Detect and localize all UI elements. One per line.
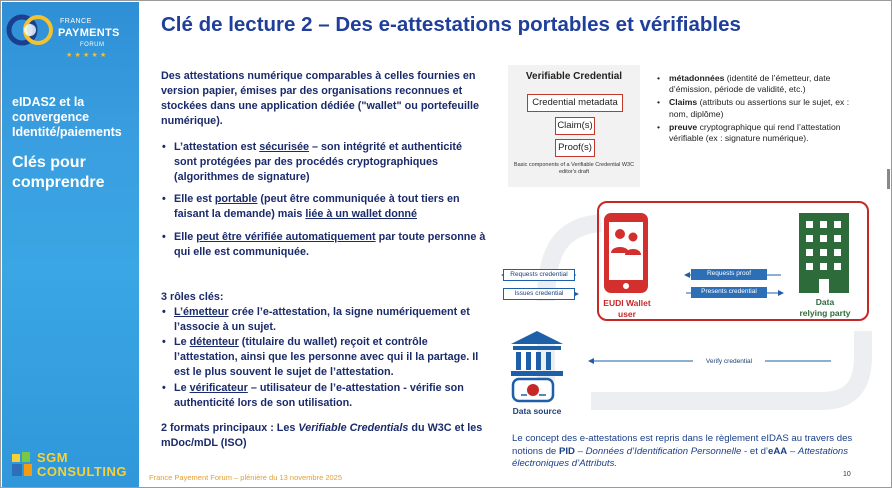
meta-term: Claims (669, 97, 698, 108)
slide-title: Clé de lecture 2 – Des e-attestations portables et vérifiables (161, 13, 741, 36)
certificate-icon (513, 379, 553, 401)
data-source-label: Data source (512, 406, 562, 416)
vc-item-claims: Claim(s) (555, 117, 595, 135)
bullet-secured (161, 140, 486, 185)
logo-rings-icon (6, 6, 58, 56)
role-keyword: L’émetteur (174, 306, 229, 318)
formats-paragraph (161, 421, 486, 451)
relying-party-label-line-2: relying party (799, 308, 851, 318)
meta-term: métadonnées (669, 73, 725, 83)
wallet-label-line-1: EUDI Wallet (603, 298, 651, 308)
bullet-portable (161, 192, 486, 222)
concept-text: Le concept des e-attestations est repris dans le règlement eIDAS au travers des notions de (512, 433, 853, 457)
presents-credential-label: Presents credential (691, 287, 767, 298)
france-payments-forum-logo (6, 6, 136, 58)
list-item (657, 97, 867, 119)
verify-credential-label: Verify credential (693, 356, 765, 367)
issues-credential-label: Issues credential (503, 288, 575, 300)
vc-caption: Basic components of a Verifiable Credential W3C editor's draft (513, 162, 635, 175)
formats-text: du W3C et les mDoc/mDL (ISO) (161, 422, 483, 449)
bullet-keyword: portable (214, 193, 258, 205)
meta-term: preuve (669, 121, 698, 132)
list-item (657, 122, 867, 144)
logo-line-3: FORUM (80, 42, 105, 48)
requests-proof-label: Requests proof (691, 269, 767, 280)
role-text: (titulaire du wallet) reçoit et contrôle l’attestation, ainsi que les personne avec qui il la partage. Il est le plus souvent le sujet de l’attestation. (174, 336, 479, 378)
concept-term: eAA (768, 445, 788, 457)
page-number: 10 (843, 471, 851, 478)
bullet-text: L’attestation est (174, 141, 260, 153)
role-keyword: vérificateur (189, 382, 248, 394)
sidebar (2, 2, 139, 488)
logo-stars-icon (66, 50, 126, 58)
concept-text: - et d’ (741, 445, 769, 457)
concept-text: – (574, 445, 586, 457)
meta-desc: (attributs ou assertions sur le sujet, ex : nom, diplôme) (669, 97, 850, 119)
roles-title: 3 rôles clés: (161, 291, 224, 303)
intro-paragraph: Des attestations numérique comparables à celles fournies en version papier, émises par des organisations reconnues et stockées dans une application dédiée ("wallet" ou portefeuille numérique). (161, 70, 480, 127)
sgm-logo-icon (10, 450, 34, 480)
vc-components-list (657, 73, 867, 146)
bullet-text: (peut être communiquée à tout tiers en faisant la demande) mais (174, 193, 460, 220)
concept-paragraph (512, 433, 872, 471)
concept-term: PID (558, 445, 575, 457)
scrollbar-thumb[interactable] (887, 169, 890, 189)
relying-party-label-line-1: Data (815, 297, 835, 307)
sgm-line-2: CONSULTING (37, 464, 127, 479)
bullet-keyword: liée à un wallet donné (305, 208, 418, 220)
role-text: crée l’e-attestation, la signe numériquement et l’associe à un sujet. (174, 306, 470, 333)
meta-desc: cryptographique qui rend l’attestation vérifiable (ex : signature numérique). (669, 121, 841, 144)
bullet-text: Elle (174, 231, 197, 243)
vc-item-metadata: Credential metadata (527, 94, 623, 112)
bullet-keyword: peut être vérifiée automatiquement (196, 231, 376, 243)
bullet-verifiable (161, 230, 486, 260)
formats-text: 2 formats principaux : Les (161, 422, 299, 434)
concept-emphasis: Données d’Identification Personnelle (585, 445, 742, 457)
bullet-text: par toute personne à qui elle est communiquée. (174, 231, 486, 258)
role-text: Le (174, 336, 190, 348)
sgm-line-1: SGM (37, 450, 69, 465)
bullet-keyword: sécurisée (259, 141, 310, 153)
formats-emphasis: Verifiable Credentials (298, 422, 409, 434)
role-issuer (161, 305, 486, 335)
logo-line-1: FRANCE (60, 18, 92, 25)
svg-text:★ ★ ★ ★ ★: ★ ★ ★ ★ ★ (66, 51, 107, 58)
vc-item-proofs: Proof(s) (555, 139, 595, 157)
bank-icon (511, 331, 563, 376)
logo-line-2: PAYMENTS (58, 27, 120, 39)
sidebar-heading: Clés pour comprendre (12, 154, 105, 191)
role-verifier (161, 381, 486, 411)
concept-emphasis: Attestations électroniques d’Attributs. (512, 445, 849, 469)
role-keyword: détenteur (189, 336, 239, 348)
footer-text: France Payement Forum – plénière du 13 novembre 2025 (149, 473, 343, 482)
bullet-text: Elle est (174, 193, 215, 205)
sgm-consulting-logo (10, 448, 138, 482)
concept-text: – (787, 445, 798, 457)
wallet-label-line-2: user (618, 309, 636, 319)
meta-desc: (identité de l’émetteur, date d’émission, période de validité, etc.) (669, 73, 831, 95)
vc-title: Verifiable Credential (525, 71, 623, 82)
role-text: Le (174, 382, 190, 394)
bullet-text: – son intégrité et authenticité sont protégées par des procédés cryptographiques (algorithmes de signature) (174, 141, 463, 183)
list-item (657, 73, 867, 95)
sidebar-subtitle: eIDAS2 et la convergence Identité/paiements (12, 95, 122, 139)
role-holder (161, 335, 486, 380)
role-text: – utilisateur de l’e-attestation - vérifie son authenticité lors de son utilisation. (174, 382, 464, 409)
requests-credential-label: Requests credential (503, 269, 575, 281)
